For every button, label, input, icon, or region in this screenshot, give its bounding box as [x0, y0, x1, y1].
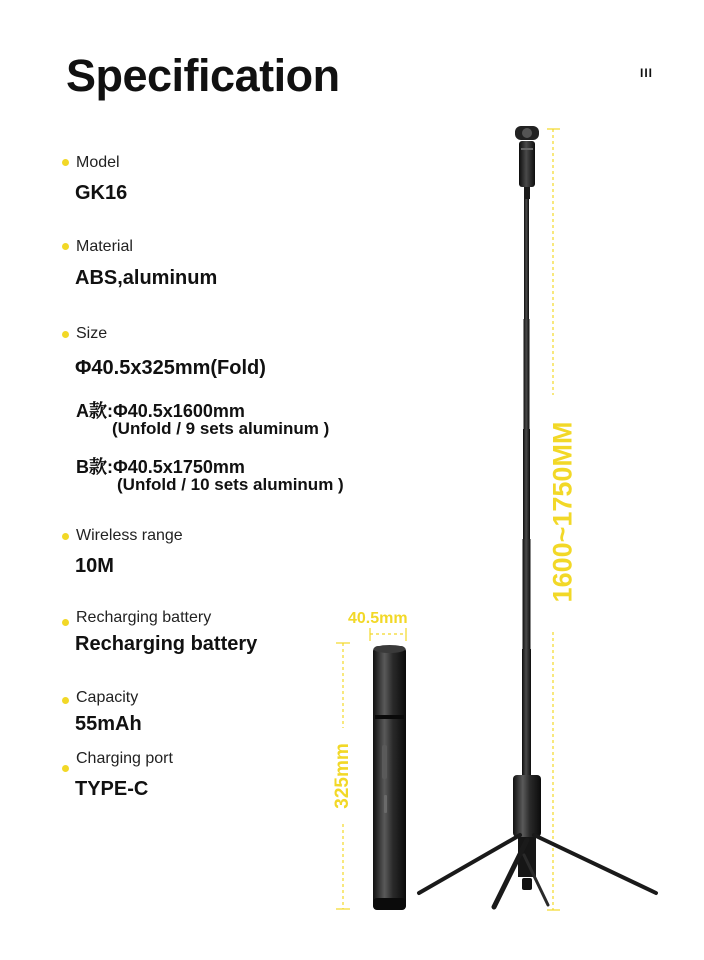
size-label: Size	[76, 325, 108, 342]
size-b-value: B款:Φ40.5x1750mm	[76, 457, 245, 477]
model-label: Model	[76, 154, 120, 171]
port-label: Charging port	[76, 750, 173, 767]
capacity-label: Capacity	[76, 689, 139, 706]
battery-label: Recharging battery	[76, 609, 212, 626]
diameter-dimension-guide	[370, 628, 406, 641]
folded-stick-image	[373, 645, 406, 910]
material-value: ABS,aluminum	[75, 267, 218, 289]
size-fold-value: Φ40.5x325mm(Fold)	[75, 357, 266, 379]
size-a-value: A款:Φ40.5x1600mm	[76, 401, 245, 421]
material-label: Material	[76, 238, 133, 255]
size-b-note: (Unfold / 10 sets aluminum )	[117, 475, 344, 494]
fold-length-label: 325mm	[332, 743, 353, 809]
page-title: Specification	[66, 50, 340, 101]
model-value: GK16	[75, 182, 128, 204]
wireless-label: Wireless range	[76, 527, 183, 544]
height-range-label: 1600~1750MM	[547, 421, 578, 603]
port-value: TYPE-C	[75, 778, 149, 800]
diameter-label: 40.5mm	[348, 610, 408, 627]
menu-icon[interactable]: III	[640, 66, 654, 80]
size-a-note: (Unfold / 9 sets aluminum )	[112, 419, 330, 438]
wireless-value: 10M	[75, 555, 114, 577]
battery-value: Recharging battery	[75, 633, 258, 655]
extended-tripod-image	[419, 126, 656, 907]
capacity-value: 55mAh	[75, 713, 142, 735]
